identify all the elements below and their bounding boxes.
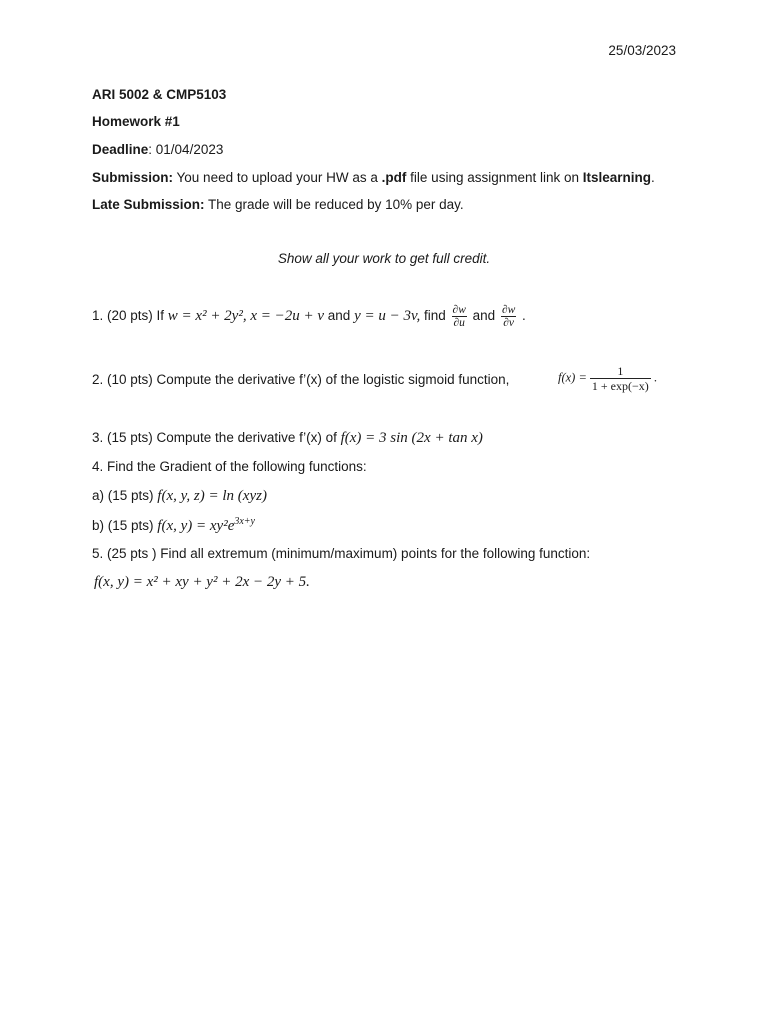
- frac1-numerator: ∂w: [452, 304, 466, 316]
- q4b-exponent: 3x+y: [234, 516, 255, 527]
- frac1-denominator: ∂u: [453, 317, 465, 329]
- submission-text: You need to upload your HW as a: [173, 170, 382, 185]
- sigmoid-lhs: f(x) =: [558, 370, 587, 385]
- sigmoid-numerator: 1: [590, 364, 651, 379]
- submission-line: [92, 170, 655, 185]
- course-title: ARI 5002 & CMP5103: [92, 87, 227, 102]
- q3-equation: f(x) = 3 sin (2x + tan x): [340, 430, 483, 446]
- q4a-text: a) (15 pts): [92, 488, 158, 503]
- late-submission-label: Late Submission:: [92, 197, 205, 212]
- q1-end: .: [518, 308, 526, 324]
- instruction: Show all your work to get full credit.: [277, 251, 491, 266]
- deadline-label: Deadline: [92, 142, 149, 157]
- q1-find: find: [420, 308, 450, 324]
- question-5-equation: f(x, y) = x² + xy + y² + 2x − 2y + 5.: [94, 574, 310, 590]
- sigmoid-denominator: 1 + exp(−x): [591, 379, 649, 393]
- date: 25/03/2023: [608, 43, 676, 58]
- question-3: [92, 430, 483, 447]
- platform-name: Itslearning: [582, 170, 652, 185]
- question-4b: [92, 516, 255, 535]
- deadline-value: : 01/04/2023: [148, 142, 224, 157]
- sigmoid-end: .: [650, 370, 658, 385]
- late-submission-text: The grade will be reduced by 10% per day.: [204, 197, 464, 212]
- question-2: 2. (10 pts) Compute the derivative f’(x) of the logistic sigmoid function,: [92, 372, 510, 387]
- submission-text-end: .: [651, 170, 655, 185]
- submission-label: Submission:: [92, 170, 174, 185]
- q1-and: and: [324, 308, 355, 324]
- q4a-equation: f(x, y, z) = ln (xyz): [157, 488, 267, 504]
- frac2-denominator: ∂v: [503, 317, 515, 329]
- pdf-extension: .pdf: [381, 170, 407, 185]
- homework-title: Homework #1: [92, 114, 180, 129]
- sigmoid-formula: [558, 364, 657, 393]
- q3-text: 3. (15 pts) Compute the derivative f’(x) of: [92, 430, 341, 445]
- partial-w-u-fraction: [452, 304, 467, 329]
- q4b-text: b) (15 pts): [92, 518, 158, 533]
- partial-w-v-fraction: [501, 304, 516, 329]
- question-1: [92, 304, 526, 329]
- late-submission-line: [92, 197, 464, 212]
- q4b-equation: [157, 518, 255, 534]
- sigmoid-fraction: [590, 364, 651, 393]
- deadline-line: [92, 142, 223, 157]
- q1-equation-1: w = x² + 2y², x = −2u + v: [167, 308, 325, 325]
- submission-text-middle: file using assignment link on: [406, 170, 583, 185]
- question-4: 4. Find the Gradient of the following functions:: [92, 459, 367, 474]
- frac2-numerator: ∂w: [501, 304, 516, 316]
- q4b-equation-base: f(x, y) = xy²e: [157, 518, 235, 534]
- question-5: 5. (25 pts ) Find all extremum (minimum/maximum) points for the following function:: [92, 546, 591, 561]
- q1-and-2: and: [468, 308, 499, 324]
- q1-prefix: 1. (20 pts) If: [92, 308, 168, 324]
- question-4a: [92, 488, 267, 505]
- q1-equation-2: y = u − 3v,: [354, 308, 421, 325]
